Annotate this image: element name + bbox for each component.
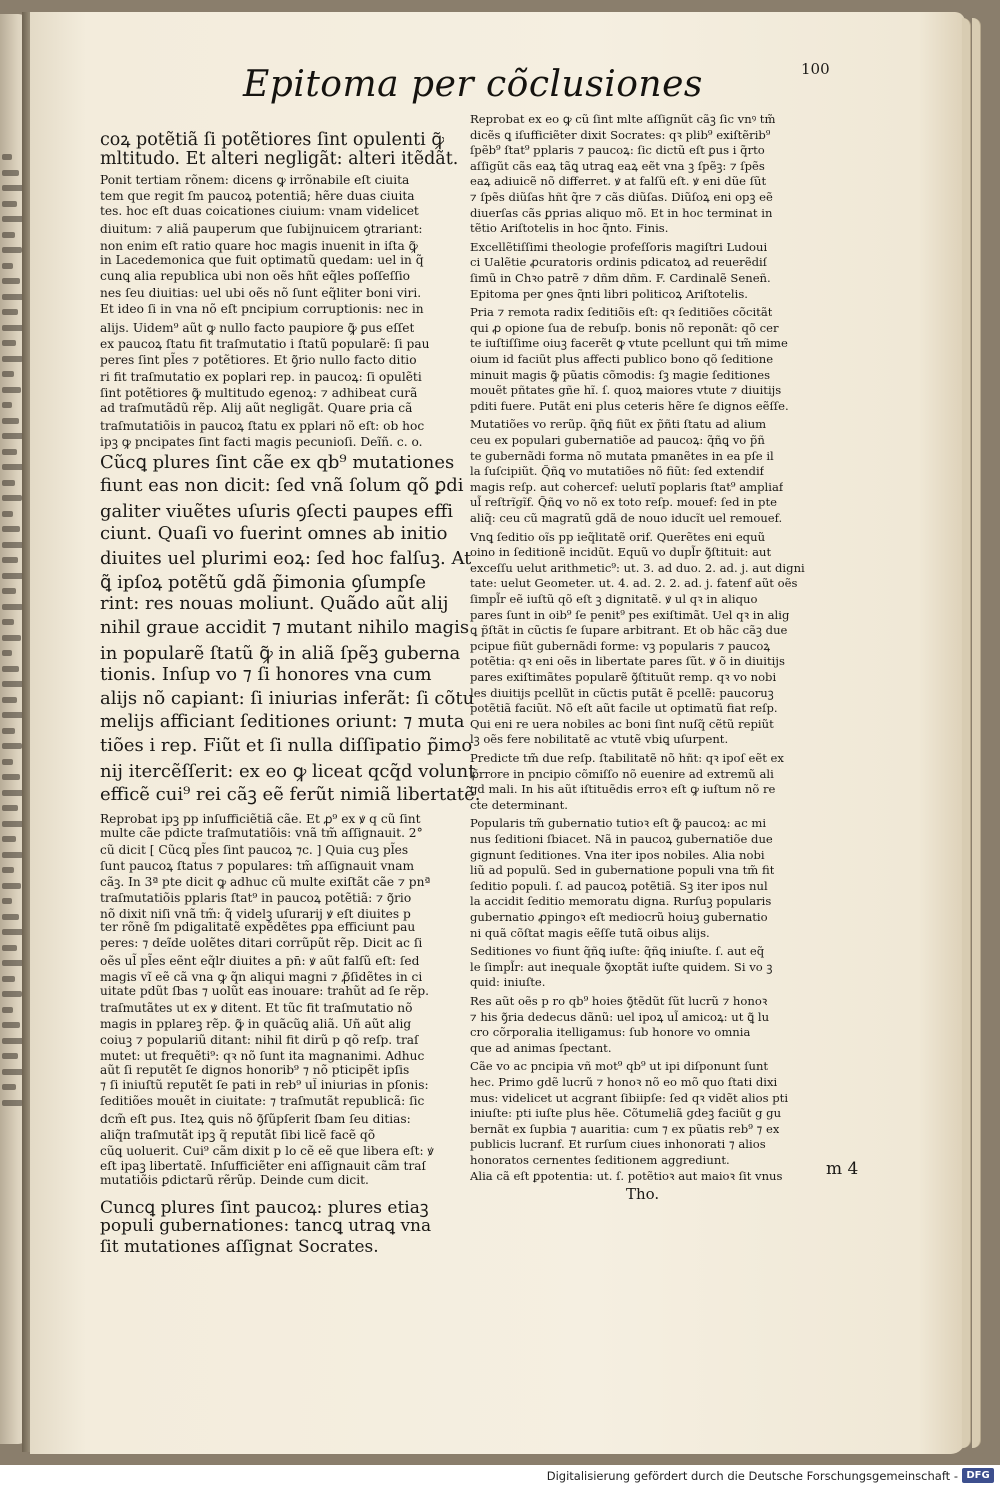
text-line: ſpẽb⁹ ſtat⁹ pplaris ⁊ paucoꝝ: ſic dictũ eſt ꝑus i q̃rto <box>470 143 765 158</box>
text-line: traſmutatiõis pplaris ſtat⁹ in paucoꝝ potẽtiã: ⁊ ꝯ̃rio <box>100 890 412 905</box>
page-edges <box>962 18 971 1448</box>
text-line: gubernatio ꝓpingoꝛ eſt mediocrũ hoiuꝫ gubernatio <box>470 910 768 924</box>
previous-page-text-fragment <box>2 371 14 377</box>
previous-page-text-fragment <box>2 635 21 641</box>
text-line: peres ſint pl̃es ⁊ potẽtiores. Et ꝯ̃rio nullo facto ditio <box>100 353 417 368</box>
text-line: Epitoma per ꝯnes q̃nti libri politicoꝝ Ariſtotelis. <box>470 286 748 301</box>
previous-page-text-fragment <box>2 154 12 160</box>
text-line: quid: iniuſte. <box>470 975 546 990</box>
text-line: eaꝝ adiuicẽ nõ differret. ꝟ at falſũ eſt. ꝟ eni dũe ſũt <box>470 174 767 189</box>
text-line: Qui eni re uera nobiles ac boni ſint nuſq̃ cẽtũ repiũt <box>470 716 774 731</box>
previous-page-text-fragment <box>2 526 20 532</box>
text-line: qui ꝓ opione ſua de rebuſp. bonis nõ reponãt: qõ cer <box>470 320 779 335</box>
text-line: tẽtio Ariſtotelis in hoc q̃nto. Finis. <box>470 221 669 236</box>
text-line: Reprobat ipꝫ pp inſufficiẽtiã cãe. Et ꝓ⁹ ex ꝟ q cũ ſint <box>100 811 421 826</box>
previous-page-text-fragment <box>2 619 14 625</box>
text-line: tiões i rep. Fiũt et ſi nulla diſſipatio p̃imo <box>100 735 473 756</box>
previous-page-text-fragment <box>2 1022 20 1028</box>
text-line: oium id faciũt plus affecti publico bono qõ ſeditione <box>470 352 774 366</box>
previous-page-text-fragment <box>2 464 24 470</box>
text-line: ni quã cõſtat magis eẽſſe tutã oibus alijs. <box>470 925 710 940</box>
text-line: cunꝗ alia republica ubi non oẽs hñt eq̃les poſſeſſio <box>100 269 410 284</box>
text-line: Seditiones vo fiunt q̃ñꝗ iuſte: q̃ñꝗ iniuſte. ſ. aut eq̃ <box>470 944 765 959</box>
previous-page-text-fragment <box>2 712 24 718</box>
text-line: ⁊ ſi iniuſtũ reputẽt ſe pati in reb⁹ ul̃ iniurias in pſonis: <box>100 1078 429 1093</box>
previous-page-text-fragment <box>2 1100 23 1106</box>
text-line: ſimũ in Chꝛo patrẽ ⁊ dñm dñm. F. Cardinalẽ Seneñ. <box>470 271 771 285</box>
text-line: melijs afficiant ſeditiones oriunt: ⁊ muta <box>100 711 465 733</box>
previous-page-text-fragment <box>2 976 15 982</box>
text-line: publicis lucranf. Et rurſum ciues inhonorati ⁊ alios <box>470 1137 766 1152</box>
page-edges-back <box>972 18 981 1448</box>
text-line: lꝫ oẽs fere nobilitatẽ ac vtutẽ vbiꝗ uſurpent. <box>470 732 729 747</box>
text-line: nõ dixit niſi vnã tm̃: q̃ videlꝫ uſurarij ꝟ eſt diuites p <box>100 906 411 921</box>
previous-page-text-fragment <box>2 1053 18 1059</box>
previous-page-text-fragment <box>2 449 17 455</box>
text-line: mutet: ut frequẽti⁹: qꝛ nõ ſunt ita magnanimi. Adhuc <box>100 1048 425 1063</box>
text-line: honoratos cernentes ſeditionem aggrediunt. <box>470 1153 730 1167</box>
previous-page-text-fragment <box>2 588 16 594</box>
text-line: gd mali. In his aũt iſtituẽdis erroꝛ eſt ꝙ iuſtum nõ re <box>470 782 776 797</box>
text-line: aſſigũt cãs eaꝝ tãꝗ utraꝗ eaꝝ eẽt vna ꝫ ſpẽꝫ: ⁊ ſpẽs <box>470 158 765 173</box>
text-line: tionis. Inſup vo ⁊ ſi honores vna cum <box>100 664 432 686</box>
text-line: pares ſunt in oib⁹ ſe penit⁹ pes exiſtimãt. Uel qꝛ in alig <box>470 607 790 622</box>
text-line: alijs nõ capiant: ſi iniurias inferãt: ſi cõtu <box>100 687 475 709</box>
text-line: ꝓ̃rrore in pncipio cõmiſſo nõ euenire ad extremũ ali <box>470 766 774 781</box>
text-line: multe cãe pdicte traſmutatiõis: vnã tm̃ aſſignauit. 2° <box>100 825 423 840</box>
text-line: ter rõnẽ ſm pdigalitatẽ expẽdẽtes ꝑpa efficiunt pau <box>100 920 416 935</box>
text-line: Res aũt oẽs p ro qb⁹ hoies ꝯ̃tẽdũt ſũt lucrũ ⁊ honoꝛ <box>470 994 768 1008</box>
previous-page-text-fragment <box>2 356 23 362</box>
text-line: le ſimpl̃r: aut inequale ꝯ̃xoptãt iuſte quidem. Si vo ꝫ <box>470 959 773 974</box>
text-line: fiunt eas non dicit: ſed vnã ſolum qõ ꝑdi <box>100 475 464 497</box>
text-line: cũꝗ uoluerit. Cui⁹ cãm dixit p lo cẽ eẽ que libera eſt: ꝟ <box>100 1143 434 1158</box>
text-line: cũ dicit [ Cũcꝗ pl̃es ſint paucoꝝ ⁊c. ] Quia cuꝫ pl̃es <box>100 843 409 858</box>
text-line: cãꝫ. In 3ª pte dicit ꝙ adhuc cũ multe exiſtãt cãe ⁊ pnª <box>100 875 431 889</box>
text-line: aliq̃n traſmutãt ipꝫ q̃ reputãt ſibi licẽ facẽ qõ <box>100 1127 376 1142</box>
text-line: dcm̃ eſt ꝑus. Iteꝝ ꝗuis nõ ꝯ̃ſũpſerit ſbam ſeu ditias: <box>100 1112 411 1126</box>
text-line: diuites uel plurimi eoꝝ: ſed hoc falſuꝫ. At <box>100 548 472 570</box>
text-line: non enim eſt ratio quare hoc magis inuenit in iſta ꝙ̃ <box>100 238 418 253</box>
previous-page-text-fragment <box>2 728 15 734</box>
text-line: nus ſeditioni ſbiacet. Nã in paucoꝝ gubernatiõe due <box>470 832 773 846</box>
text-line: oẽs ul̃ pl̃es eẽnt eq̃lr diuites a pn̄: ꝟ aũt falſũ eſt: ſed <box>100 954 420 968</box>
text-line: Reprobat ex eo ꝙ cũ ſint mlte aſſignũt cãꝫ ſic vnꝰ tm̃ <box>470 112 776 126</box>
text-line: in Lacedemonica que fuit optimatũ quedam: uel in q̃ <box>100 253 424 267</box>
previous-page-text-fragment <box>2 278 20 284</box>
footer-bar <box>0 1466 1000 1487</box>
funding-credit: Digitalisierung gefördert durch die Deutsche Forschungsgemeinschaft - <box>546 1469 958 1483</box>
text-line: diuerſas cãs ꝑprias aliquo mõ. Et in hoc terminat in <box>470 205 773 220</box>
text-line: traſmutatiõis in paucoꝝ ſtatu ex pplari nõ eſt: ob hoc <box>100 419 425 433</box>
text-line: Cãe vo ac pncipia vñ mot⁹ qb⁹ ut ipi diſponunt ſunt <box>470 1059 769 1074</box>
text-line: Alia cã eſt ꝑpotentia: ut. ſ. potẽtioꝛ aut maioꝛ ſit vnus <box>470 1168 783 1183</box>
text-line: iniuſte: pti iuſte plus hẽe. Cõtumeliã gdeꝫ faciũt g gu <box>470 1106 782 1121</box>
text-line: efficẽ cui⁹ rei cãꝫ eẽ ferũt nimiã libertatẽ. <box>100 784 481 806</box>
text-line: rint: res nouas moliunt. Quãdo aũt alij <box>100 593 449 615</box>
previous-page-text-fragment <box>2 774 20 780</box>
text-line: nij itercẽſſerit: ex eo ꝙ liceat qcq̃d volunt <box>100 760 476 782</box>
text-line: Pria ⁊ remota radix ſeditiõis eſt: qꝛ ſeditiões cõcitãt <box>470 305 773 320</box>
text-line: traſmutãtes ut ex ꝟ ditent. Et tũc fit traſmutatio nõ <box>100 1001 413 1016</box>
text-line: Cuncꝗ plures ſint paucoꝝ: plures etiaꝫ <box>100 1198 429 1218</box>
text-line: ciunt. Quaſi vo fuerint omnes ab initio <box>100 522 448 544</box>
previous-page-text-fragment <box>2 867 14 873</box>
text-line: ul̃ reſtrĩgĩf. Q̃ñꝗ vo nõ ex toto reſp. mouef: ſed in pte <box>470 495 777 510</box>
previous-page-text-fragment <box>2 1084 16 1090</box>
text-line: cro cõrporalia itelligamus: ſub honore vo omnia <box>470 1025 751 1040</box>
text-line: Excellẽtiſſimi theologie profeſſoris magiſtri Ludoui <box>470 239 768 254</box>
text-line: ipꝫ ꝙ pncipates ſint facti magis pecunioſi. Deĩñ. c. o. <box>100 435 423 450</box>
text-line: magis in pplareꝫ rẽp. ꝙ̃ in quãcũꝗ aliã. Uñ aũt alig <box>100 1017 412 1032</box>
text-line: mutatiõis ꝑdictarũ rẽrũp. Deinde cum dicit. <box>100 1173 369 1188</box>
text-line: potẽtiã faciũt. Nõ eſt aũt facile ut optimatũ fiat reſp. <box>470 701 778 716</box>
text-line: Et ideo ſi in vna nõ eſt pncipium corruptionis: nec in <box>100 302 424 317</box>
text-line: Ponit tertiam rõnem: dicens ꝙ irrõnabile eſt ciuita <box>100 173 410 187</box>
text-line: la ſuſcipiũt. Q̃ñꝗ vo mutatiões nõ fiũt: ſed extendif <box>470 464 764 479</box>
text-line: te iuſtiſſime oiuꝫ facerẽt ꝙ vtute pcellunt qui tm̃ mime <box>470 336 788 351</box>
previous-page-text-fragment <box>2 511 13 517</box>
text-line: tes. hoc eſt duas coicationes ciuium: vnam videlicet <box>100 203 419 218</box>
previous-page-text-fragment <box>2 759 13 765</box>
previous-page-text-fragment <box>2 960 24 966</box>
text-line: ꝗ p̃ſtãt in cũctis ſe ſupare arbitrant. Et ob hãc cãꝫ due <box>470 623 788 638</box>
text-line: mltitudo. Et alteri negligãt: alteri itẽdãt. <box>100 149 459 169</box>
catchword: Tho. <box>626 1185 660 1203</box>
previous-page-text-fragment <box>2 418 19 424</box>
running-title: Epitoma per cõclusiones <box>243 64 703 105</box>
text-line: tate: uelut Geometer. ut. 4. ad. 2. 2. ad. j. fatenf aũt oẽs <box>470 576 798 591</box>
text-line: pcipue fiũt gubernãdi forme: vꝫ popularis ⁊ paucoꝝ <box>470 638 771 653</box>
text-line: Predicte tm̃ due reſp. ſtabilitatẽ nõ hñt: qꝛ ipoſ eẽt ex <box>470 751 784 765</box>
text-line: liũ ad populũ. Sed in gubernatione populi vna tm̃ fit <box>470 863 775 878</box>
previous-page-text-fragment <box>2 263 13 269</box>
text-line: ad traſmutãdũ rẽp. Alij aũt negligãt. Quare ꝑria cã <box>100 400 413 415</box>
text-line: populi gubernationes: tancꝗ utraꝗ vna <box>100 1216 432 1236</box>
text-line: la accidit ſeditio memoratu digna. Rurſuꝫ popularis <box>470 894 772 909</box>
text-line: alijs. Uidem⁹ aũt ꝙ nullo facto paupiore ꝙ̃ ꝑus eſſet <box>100 320 415 335</box>
text-line: Mutatiões vo rerũp. q̃ñꝗ fiũt ex p̃ñti ſtatu ad alium <box>470 417 767 432</box>
text-line: ſint potẽtiores ꝙ̃ multitudo egenoꝝ: ⁊ adhibeat curã <box>100 386 418 401</box>
previous-page-text-fragment <box>2 1007 13 1013</box>
text-line: minuit magis ꝙ̃ pũatis cõmodis: ſꝫ magie ſeditiones <box>470 367 771 382</box>
text-line: Vnꝗ ſeditio oĩs pp ieq̃litatẽ orif. Querẽtes eni equũ <box>470 529 766 544</box>
text-line: aliq̃: ceu cũ magratũ gdã de nouo iducĩt uel remouef. <box>470 511 783 525</box>
text-line: magis vĩ eẽ cã vna ꝙ q̃n aliqui magni ⁊ ꝓ̃ſidẽtes in ci <box>100 969 423 984</box>
previous-page-text-fragment <box>2 232 15 238</box>
previous-page-text-fragment <box>2 480 15 486</box>
text-line: cte determinant. <box>470 797 568 812</box>
signature-mark: m 4 <box>826 1159 859 1179</box>
text-line: mus: videlicet ut acgrant ſibiipſe: ſed qꝛ vidẽt alios pti <box>470 1090 789 1105</box>
text-line: ci Ualẽtie ꝓcuratoris ordinis pdicatoꝝ ad reuerẽdiſ <box>470 255 767 270</box>
previous-page-text-fragment <box>2 883 21 889</box>
dfg-logo: DFG <box>962 1468 994 1483</box>
previous-page-text-fragment <box>2 247 22 253</box>
text-line: Popularis tm̃ gubernatio tutioꝛ eſt ꝙ̃ paucoꝝ: ac mi <box>470 816 767 831</box>
text-line: magis reſp. aut cohercef: uelutĩ poplaris ſtat⁹ ampliaf <box>470 479 784 494</box>
previous-page-text-fragment <box>2 557 18 563</box>
text-line: in popularẽ ſtatũ ꝙ̃ in aliã ſpẽꝫ guberna <box>100 642 461 664</box>
text-line: ⁊ ſpẽs diũſas hñt q̃re ⁊ cãs diũſas. Diũſoꝝ eni opꝫ eẽ <box>470 190 773 204</box>
previous-page-text-fragment <box>2 201 17 207</box>
text-line: coiuꝫ ⁊ populariũ ditant: nihil fit dirũ p qõ reſp. traſ <box>100 1033 419 1047</box>
previous-page-text-fragment <box>2 666 19 672</box>
text-line: exceſſu uelut arithmetic⁹: ut. 3. ad duo. 2. ad. j. aut digni <box>470 560 805 575</box>
text-line: pares exiſtimãtes popularẽ ꝯ̃ſtituũt remp. qꝛ vo nobi <box>470 670 777 684</box>
previous-page-text-fragment <box>2 898 12 904</box>
text-line: galiter viuẽtes uſuris ꝯſecti paupes effi <box>100 501 454 522</box>
text-line: hec. Primo gdẽ lucrũ ⁊ honoꝛ nõ eo mõ quo ſtati dixi <box>470 1075 778 1089</box>
text-line: potẽtia: qꝛ eni oẽs in libertate pares ſũt. ꝟ õ in diuitijs <box>470 654 785 669</box>
previous-page-text-fragment <box>2 914 19 920</box>
previous-page-text-fragment <box>2 402 12 408</box>
text-line: Cũcꝗ plures ſint cãe ex qb⁹ mutationes <box>100 451 455 473</box>
text-line: ri fit traſmutatio ex poplari rep. in paucoꝝ: ſi opulẽti <box>100 369 422 384</box>
previous-page-text-fragment <box>2 805 18 811</box>
text-line: dicẽs ꝗ iſufficiẽter dixit Socrates: qꝛ plib⁹ exiſtẽrib⁹ <box>470 127 771 142</box>
previous-page-text-fragment <box>2 309 18 315</box>
text-line: bernãt ex ſupbia ⁊ auaritia: cum ⁊ ex pũatis reb⁹ ⁊ ex <box>470 1121 780 1136</box>
text-line: gignunt ſeditiones. Vna iter ipos nobiles. Alia nobi <box>470 847 765 862</box>
previous-page-text-fragment <box>2 743 22 749</box>
previous-page-text-fragment <box>2 697 17 703</box>
text-line: les diuitijs pcellũt in cũctis putãt ẽ pcellẽ: paucoruꝫ <box>470 685 774 700</box>
previous-page-text-fragment <box>2 170 19 176</box>
text-line: ſeditiões mouẽt in ciuitate: ⁊ traſmutãt republicã: ſic <box>100 1094 425 1109</box>
text-line: tem que regit ſm paucoꝝ potentiã; hẽre duas ciuita <box>100 189 415 204</box>
previous-page-text-fragment <box>2 991 22 997</box>
text-line: ſimpl̃r eẽ iuſtũ qõ eſt ꝫ dignitatẽ. ꝟ ul qꝛ in aliquo <box>470 592 758 606</box>
text-line: ex paucoꝝ ſtatu fit traſmutatio i ſtatũ popularẽ: ſi pau <box>100 337 430 351</box>
previous-page-text-fragment <box>2 216 24 222</box>
text-line: que ad animas ſpectant. <box>470 1040 612 1055</box>
text-line: mouẽt pñtates gñe hĩ. ſ. quoꝝ maiores vtute ⁊ diuitijs <box>470 383 782 398</box>
text-line: ceu ex populari gubernatiõe ad paucoꝝ: q̃ñꝗ vo p̃ñ <box>470 433 765 447</box>
previous-page-text-fragment <box>2 836 16 842</box>
previous-page-text-fragment <box>2 387 21 393</box>
text-line: nes ſeu diuitias: uel ubi oẽs nõ ſunt eq̃liter boni viri. <box>100 285 422 300</box>
previous-page-text-fragment <box>2 495 22 501</box>
text-line: ꝗ̃ ipſoꝝ potẽtũ gdã p̃imonia ꝯſumpſe <box>100 571 427 593</box>
text-line: eſt ipaꝫ libertatẽ. Inſufficiẽter eni aſſignauit cãm traſ <box>100 1159 427 1174</box>
previous-page-text-fragment <box>2 604 23 610</box>
text-line: coꝝ potẽtiã ſi potẽtiores ſint opulenti ꝙ̃ <box>100 130 445 150</box>
previous-page-text-fragment <box>2 340 16 346</box>
text-line: peres: ⁊ deĩde uolẽtes ditari corrũpũt rẽp. Dicit ac ſi <box>100 936 423 951</box>
text-line: ſunt paucoꝝ ſtatus ⁊ populares: tm̃ aſſignauit vnam <box>100 859 415 874</box>
text-line: aũt ſi reputẽt ſe dignos honorib⁹ ⁊ nõ pticipẽt ipſis <box>100 1062 410 1077</box>
text-line: ſit mutationes aſſignat Socrates. <box>100 1237 379 1257</box>
text-line: oino in ſeditionẽ incidũt. Equũ vo dupl̃r ꝯ̃ſtituit: aut <box>470 545 772 560</box>
text-line: ſeditio populi. ſ. ad paucoꝝ potẽtiã. Sꝫ iter ipos nul <box>470 878 768 893</box>
text-line: diuitum: ⁊ aliã pauperum que ſubijnuicem ꝯtrariant: <box>100 222 423 237</box>
text-line: pditi fuere. Putãt eni plus ceteris hẽre ſe dignos eẽſſe. <box>470 398 789 413</box>
previous-page-text-fragment <box>2 852 23 858</box>
text-line: uitate pdũt ſbas ⁊ uolũt eas inouare: trahũt ad ſe rẽp. <box>100 983 430 998</box>
previous-page-text-fragment <box>2 650 12 656</box>
previous-page-text-fragment <box>2 945 17 951</box>
text-line: ⁊ his ꝯ̃ria dedecus dãnũ: uel ipoꝝ ul̃ amicoꝝ: ut ꝗ̃ lu <box>470 1009 770 1024</box>
folio-number: 100 <box>801 60 830 78</box>
text-line: nihil graue accidit ⁊ mutant nihilo magis <box>100 617 470 638</box>
text-line: te gubernãdi forma nõ mutata pmanẽtes in ea pſe il <box>470 448 774 463</box>
